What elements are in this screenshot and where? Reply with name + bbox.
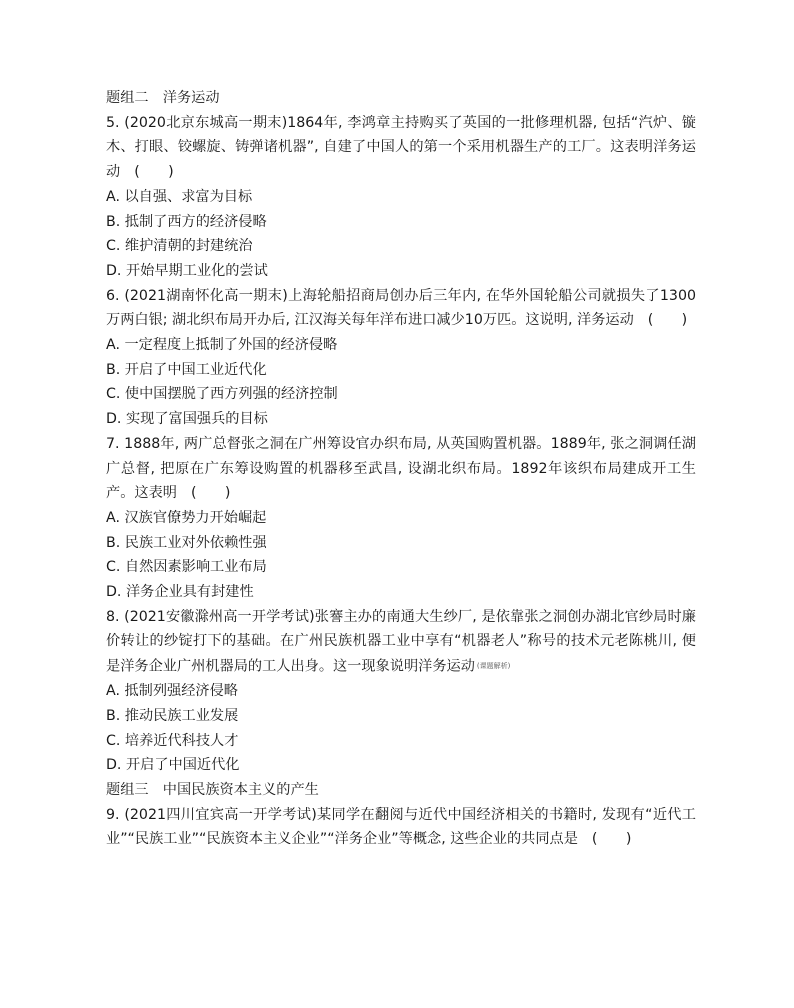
answer-bracket-note: (课题解析) [476,662,511,671]
question-8 [106,605,696,778]
question-8-stem: 8. (2021安徽滁州高一开学考试)张謇主办的南通大生纱厂, 是依靠张之洞创办湖北官纱局时廉价转让的纱锭打下的基础。在广州民族机器工业中享有“机器老人”称号的技术元老陈桃川, 便是洋务企业广州机器局的工人出身。这一现象说明洋务运动 [106,608,696,675]
question-5-stem: 5. (2020北京东城高一期末)1864年, 李鸿章主持购买了英国的一批修理机器, 包括“汽炉、镟木、打眼、铰螺旋、铸弹诸机器”, 自建了中国人的第一个采用机器生产的工厂。这表明洋务运动 [106,114,696,181]
option-b: B. 开启了中国工业近代化 [106,361,267,378]
section-title-national-capitalism: 题组三 中国民族资本主义的产生 [106,782,319,799]
question-6 [106,284,696,432]
option-c: C. 使中国摆脱了西方列强的经济控制 [106,386,338,403]
question-9 [106,803,696,852]
option-d: D. 开始早期工业化的尝试 [106,262,268,279]
answer-bracket: ( ) [134,164,174,181]
question-6-stem: 6. (2021湖南怀化高一期末)上海轮船招商局创办后三年内, 在华外国轮船公司就损失了1300万两白银; 湖北织布局开办后, 江汉海关每年洋布进口减少10万匹。这说明, 洋务运动 [106,287,696,329]
option-d: D. 实现了富国强兵的目标 [106,411,268,428]
option-c: C. 培养近代科技人才 [106,732,239,749]
option-a: A. 以自强、求富为目标 [106,188,253,205]
option-c: C. 维护清朝的封建统治 [106,238,253,255]
answer-bracket: ( ) [647,312,688,329]
option-b: B. 推动民族工业发展 [106,707,239,724]
option-a: A. 抵制列强经济侵略 [106,683,238,700]
option-b: B. 民族工业对外依赖性强 [106,534,267,551]
section-title-yangwu: 题组二 洋务运动 [106,90,220,106]
question-9-stem: 9. (2021四川宜宾高一开学考试)某同学在翻阅与近代中国经济相关的书籍时, 发现有“近代工业”“民族工业”“民族资本主义企业”“洋务企业”等概念, 这些企业的共同点是 [106,806,696,848]
question-5 [106,111,696,284]
option-d: D. 洋务企业具有封建性 [106,584,254,601]
worksheet-page [106,86,696,852]
option-a: A. 汉族官僚势力开始崛起 [106,509,267,526]
question-7 [106,432,696,605]
option-c: C. 自然因素影响工业布局 [106,559,267,576]
answer-bracket: ( ) [190,485,231,502]
option-d: D. 开启了中国近代化 [106,757,240,774]
question-7-stem: 7. 1888年, 两广总督张之洞在广州筹设官办织布局, 从英国购置机器。1889年, 张之洞调任湖广总督, 把原在广东筹设购置的机器移至武昌, 设湖北织布局。1892年该织布局建成开工生产。这表明 [106,435,696,502]
answer-bracket: ( ) [591,831,632,848]
option-b: B. 抵制了西方的经济侵略 [106,213,267,230]
option-a: A. 一定程度上抵制了外国的经济侵略 [106,337,338,354]
